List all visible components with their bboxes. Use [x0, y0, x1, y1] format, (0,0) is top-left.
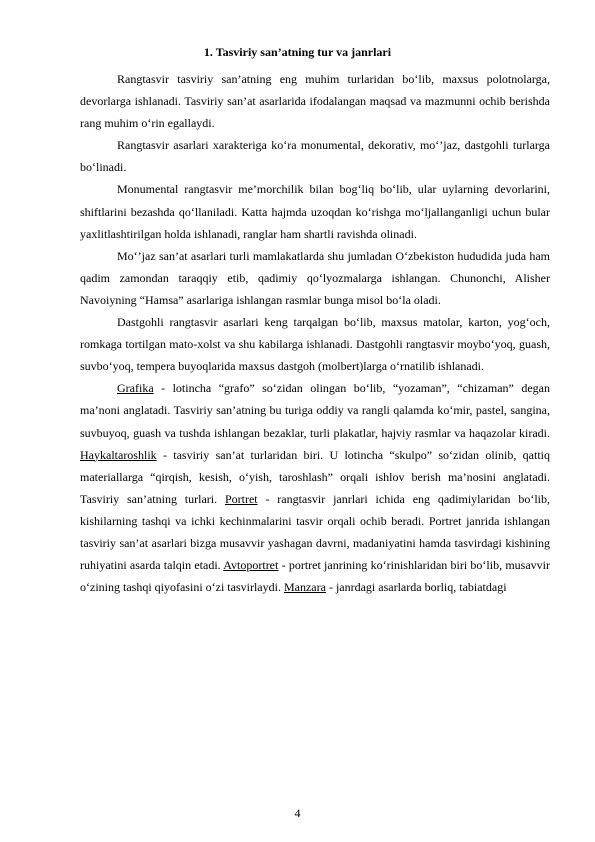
paragraph-turlari: Rangtasvir asarlari xarakteriga ko‘ra monumental, dekorativ, mo‘’jaz, dastgohli turlarga bo‘linadi. [80, 138, 550, 175]
body-text [80, 68, 550, 598]
paragraph-rangtasvir: Rangtasvir tasviriy san’atning eng muhim turlaridan bo‘lib, maxsus polotnolarga, devorlarga ishlanadi. Tasviriy san’at asarlarida ifodalangan maqsad va mazmunni ochib berishda rang muhim o‘rin egallaydi. [80, 72, 550, 131]
paragraph-grafika: Grafika - lotincha “grafo” so‘zidan olingan bo‘lib, “yozaman”, “chizaman” degan ma’noni anglatadi. Tasviriy san’atning bu turiga oddiy va rangli qalamda ko‘mir, pastel, sangina, suvbuyoq, guash va tushda ishlangan bezaklar, turli plakatlar, hajviy rasmlar va haqazolar kiradi. Haykaltaroshlik - tasviriy san’at turlaridan biri. U lotincha “skulpo” so‘zidan olinib, qattiq materiallarga “qirqish, kesish, o‘yish, taroshlash” orqali ishlov berish ma’nosini anglatadi. Tasviriy san’atning turlari. Portret - rangtasvir janrlari ichida eng qadimiylaridan bo‘lib, kishilarning tashqi va ichki kechinmalarini tasvir orqali ochib beradi. Portret janrida ishlangan tasviriy san’at asarlari bizga musavvir yashagan davrni, madaniyatini hamda tasvirdagi kishining ruhiyatini asarda talqin etadi. Avtoportret - portret janrining ko‘rinishlaridan biri bo‘lib, musavvir o‘zining tashqi qiyofasini o‘zi tasvirlaydi. Manzara - janrdagi asarlarda borliq, tabiatdagi [80, 381, 550, 595]
term-portret[interactable]: Portret [224, 491, 258, 506]
section-title: 1. Tasviriy san’atning tur va janrlari [203, 45, 392, 59]
paragraph-dastgohli: Dastgohli rangtasvir asarlari keng tarqalgan bo‘lib, maxsus matolar, karton, yog‘och, romkaga tortilgan mato-xolst va shu kabilarga ishlanadi. Dastgohli rangtasvir moybo‘yoq, guash, suvbo‘yoq, tempera buyoqlarida maxsus dastgoh (molbert)larga o‘rnatilib ishlanadi. [80, 315, 550, 374]
paragraph-monumental: Monumental rangtasvir me’morchilik bilan bog‘liq bo‘lib, ular uylarning devorlarini, shiftlarini bezashda qo‘llaniladi. Katta hajmda uzoqdan ko‘rishga mo‘ljallanganligi uchun bular yaxlitlashtirilgan holda ishlanadi, ranglar ham shartli ravishda olinadi. [80, 182, 550, 241]
paragraph-mojaz: Mo‘’jaz san’at asarlari turli mamlakatlarda shu jumladan O‘zbekiston hududida juda ham qadim zamondan taraqqiy etib, qadimiy qo‘lyozmalarga ishlangan. Chunonchi, Alisher Navoiyning “Hamsa” asarlariga ishlangan rasmlar bunga misol bo‘la oladi. [80, 248, 550, 307]
term-avtoportret[interactable]: Avtoportret [223, 558, 279, 573]
term-grafika[interactable]: Grafika [117, 381, 154, 396]
term-manzara[interactable]: Manzara [283, 580, 326, 595]
page-number: 4 [294, 806, 301, 820]
term-haykaltaroshlik[interactable]: Haykaltaroshlik [80, 447, 157, 462]
